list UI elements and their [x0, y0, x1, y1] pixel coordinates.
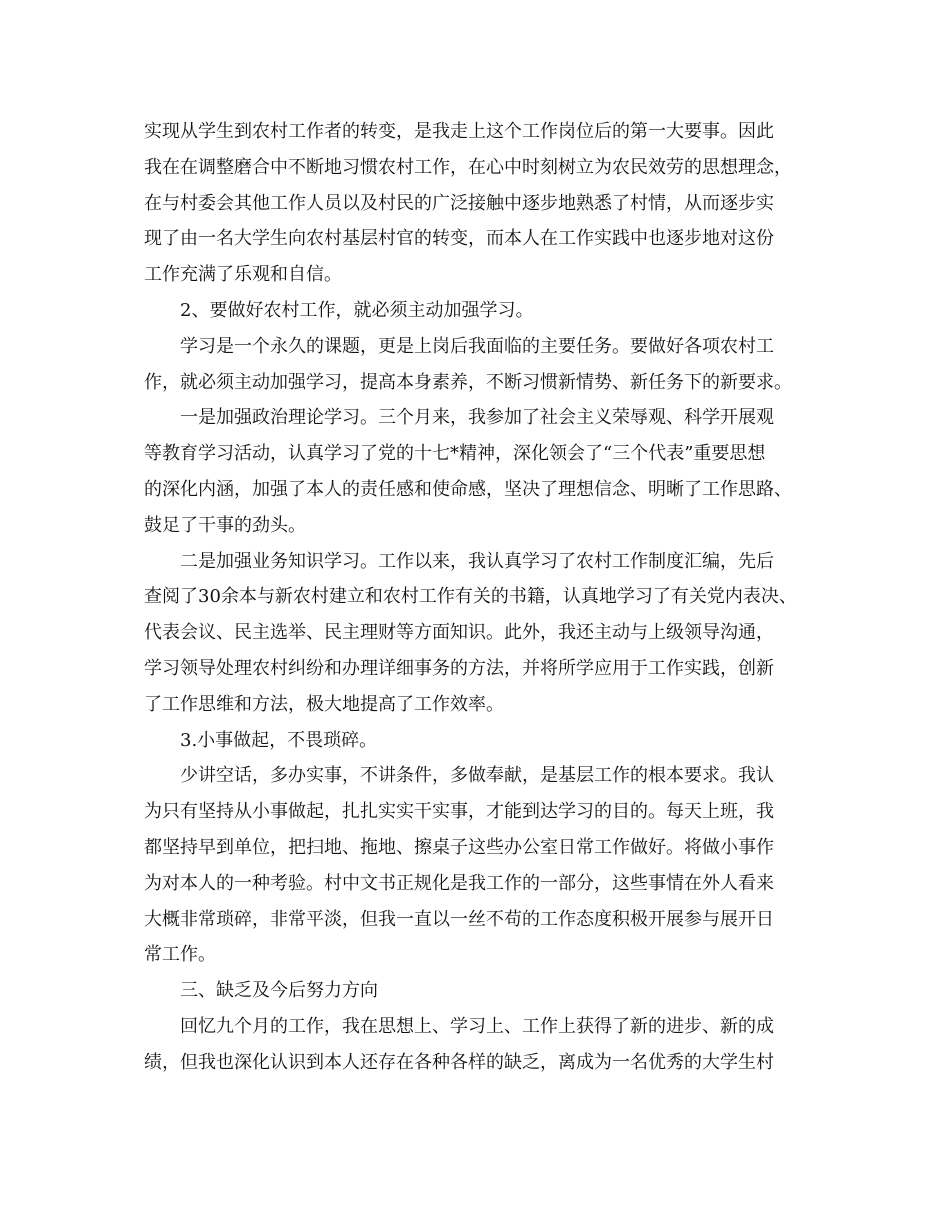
text-line: 二是加强业务知识学习。工作以来，我认真学习了农村工作制度汇编，先后: [180, 550, 774, 572]
text-line: 我在在调整磨合中不断地习惯农村工作，在心中时刻树立为农民效劳的思想理念，: [144, 156, 792, 178]
text-line: 实现从学生到农村工作者的转变，是我走上这个工作岗位后的第一大要事。因此: [144, 121, 774, 142]
text-line: 为对本人的一种考验。村中文书正规化是我工作的一部分，这些事情在外人看来: [144, 872, 774, 894]
document-body: [144, 114, 824, 1081]
text-line: 代表会议、民主选举、民主理财等方面知识。此外，我还主动与上级领导沟通，: [144, 622, 774, 644]
text-line: 少讲空话，多办实事，不讲条件，多做奉献，是基层工作的根本要求。我认: [180, 765, 774, 787]
text-line: 一是加强政治理论学习。三个月来，我参加了社会主义荣辱观、科学开展观: [180, 407, 774, 429]
text-line: 学习领导处理农村纠纷和办理详细事务的方法，并将所学应用于工作实践，创新: [144, 657, 774, 679]
text-line: 了工作思维和方法，极大地提高了工作效率。: [144, 693, 504, 715]
text-line: 的深化内涵，加强了本人的责任感和使命感，坚决了理想信念、明晰了工作思路、: [144, 478, 792, 500]
text-line: 2、要做好农村工作，就必须主动加强学习。: [180, 299, 534, 321]
text-line: 大概非常琐碎，非常平淡，但我一直以一丝不苟的工作态度积极开展参与展开日: [144, 908, 774, 930]
text-line: 都坚持早到单位，把扫地、拖地、擦桌子这些办公室日常工作做好。将做小事作: [144, 836, 774, 858]
text-line: 三、缺乏及今后努力方向: [180, 980, 378, 1002]
text-line: 回忆九个月的工作，我在思想上、学习上、工作上获得了新的进步、新的成: [180, 1015, 774, 1037]
text-line: 鼓足了干事的劲头。: [144, 514, 306, 536]
text-line: 现了由一名大学生向农村基层村官的转变，而本人在工作实践中也逐步地对这份: [144, 228, 774, 250]
text-line: 3.小事做起，不畏琐碎。: [180, 729, 378, 751]
text-line: 作，就必须主动加强学习，提高本身素养，不断习惯新情势、新任务下的新要求。: [144, 371, 792, 393]
text-line: 工作充满了乐观和自信。: [144, 264, 342, 286]
text-line: 学习是一个永久的课题，更是上岗后我面临的主要任务。要做好各项农村工: [180, 335, 774, 357]
text-line: 查阅了30余本与新农村建立和农村工作有关的书籍，认真地学习了有关党内表决、: [144, 586, 797, 608]
text-line: 为只有坚持从小事做起，扎扎实实干实事，才能到达学习的目的。每天上班，我: [144, 801, 774, 823]
text-line: 在与村委会其他工作人员以及村民的广泛接触中逐步地熟悉了村情，从而逐步实: [144, 192, 774, 214]
text-line: 绩，但我也深化认识到本人还存在各种各样的缺乏，离成为一名优秀的大学生村: [144, 1051, 774, 1073]
text-line: 等教育学习活动，认真学习了党的十七*精神，深化领会了“三个代表”重要思想: [144, 443, 766, 465]
text-line: 常工作。: [144, 944, 216, 966]
